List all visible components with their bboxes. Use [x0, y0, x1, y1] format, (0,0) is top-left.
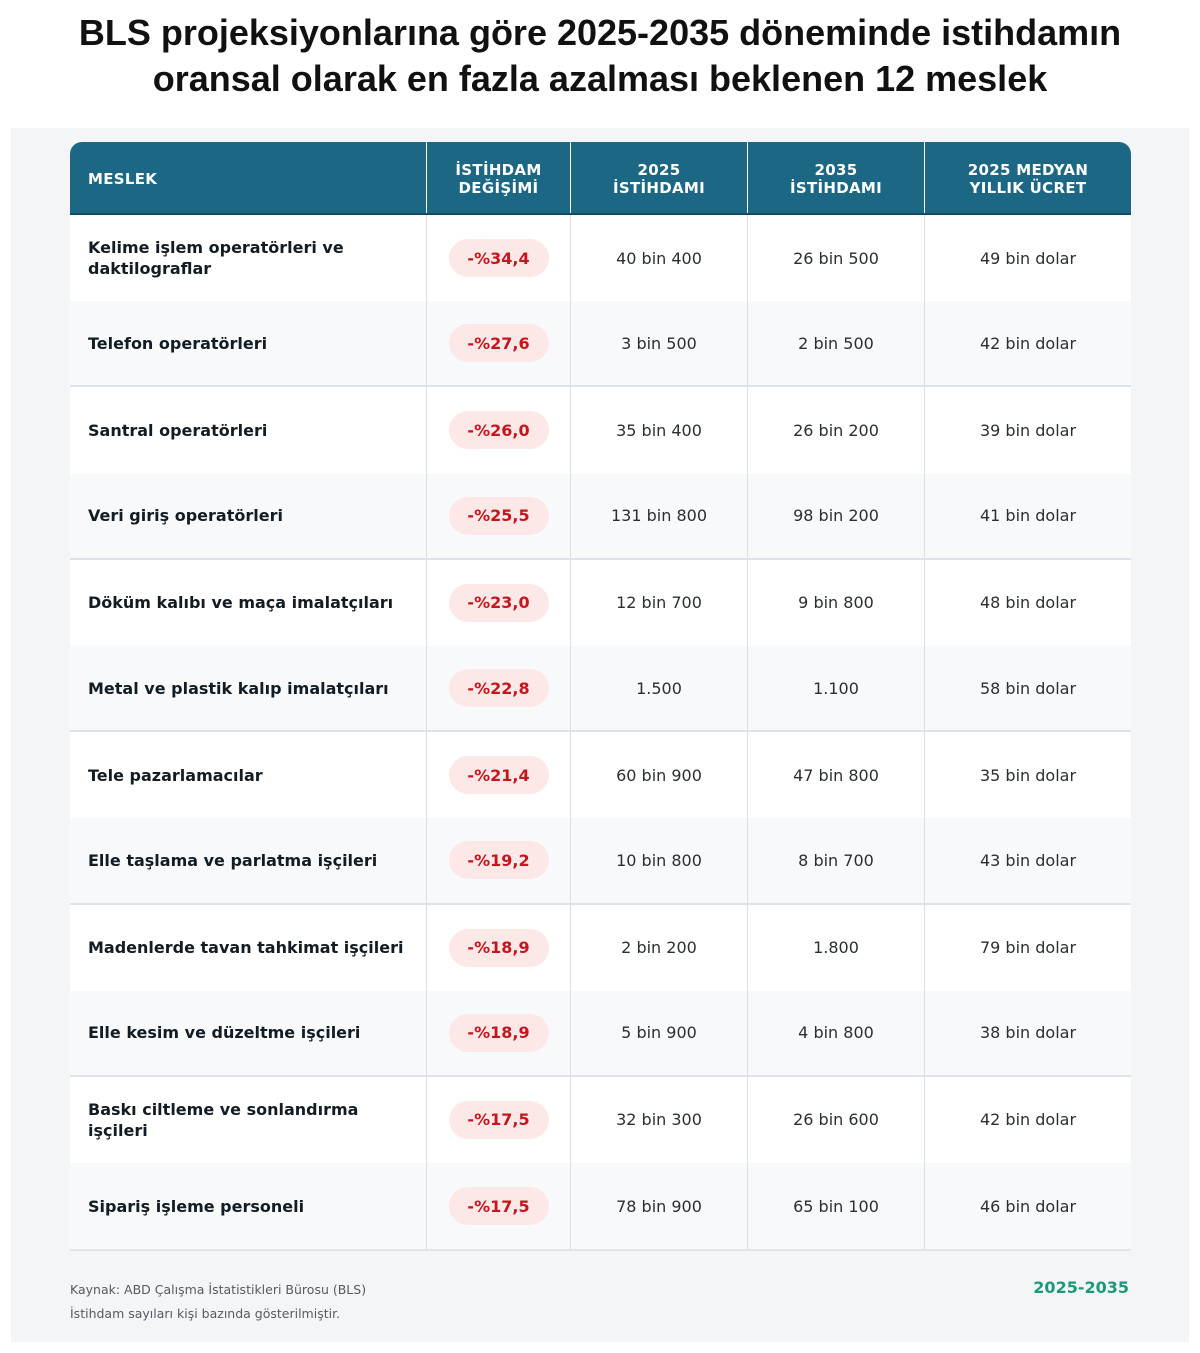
employment-2025-cell-text: 2 bin 200: [621, 938, 697, 958]
employment-2025-cell: [571, 301, 748, 385]
employment-2025-cell-text: 60 bin 900: [616, 765, 702, 785]
header-employment-2035-line-2: İSTİHDAMI: [789, 178, 883, 197]
header-occupation: MESLEK: [70, 142, 427, 213]
occupation-cell: [70, 474, 427, 558]
employment-2025-cell: [571, 560, 748, 646]
median-wage-cell: [925, 818, 1131, 902]
change-badge: -%18,9: [449, 929, 549, 967]
change-badge: -%17,5: [449, 1187, 549, 1225]
table-row: [70, 818, 1131, 904]
occupation-cell: [70, 646, 427, 730]
median-wage-cell-text: 79 bin dolar: [979, 938, 1077, 958]
median-wage-cell-text: 49 bin dolar: [979, 248, 1077, 268]
occupation-cell-text: Madenlerde tavan tahkimat işçileri: [88, 938, 404, 958]
employment-2025-cell-text: 10 bin 800: [616, 850, 702, 870]
header-change-line-2: DEĞİŞİMİ: [458, 178, 539, 197]
change-cell: [427, 732, 571, 818]
header-employment-2025: [571, 142, 748, 213]
change-badge: -%23,0: [449, 584, 549, 622]
employment-2025-cell-text: 131 bin 800: [611, 506, 707, 526]
table-row: [70, 301, 1131, 387]
employment-2035-cell: [748, 215, 925, 301]
header-employment-2035: [748, 142, 925, 213]
note-text: İstihdam sayıları kişi bazında gösterilmiştir.: [70, 1306, 341, 1321]
employment-2025-cell-text: 32 bin 300: [616, 1110, 702, 1130]
occupation-cell-text: Telefon operatörleri: [88, 333, 268, 353]
change-badge: -%34,4: [449, 239, 549, 277]
header-median-wage-line-1: 2025 MEDYAN: [967, 160, 1089, 179]
employment-2025-cell-text: 40 bin 400: [616, 248, 702, 268]
header-employment-2035-line-1: 2035: [814, 160, 858, 179]
occupation-cell: [70, 991, 427, 1075]
change-badge: -%18,9: [449, 1014, 549, 1052]
table-row: [70, 646, 1131, 732]
header-change: [427, 142, 571, 213]
employment-2025-cell-text: 1.500: [636, 678, 682, 698]
employment-2035-cell-text: 9 bin 800: [798, 593, 874, 613]
employment-2035-cell-text: 65 bin 100: [793, 1196, 879, 1216]
occupation-cell: [70, 301, 427, 385]
table-row: [70, 474, 1131, 560]
table-row: [70, 732, 1131, 818]
table-body: [70, 215, 1131, 1249]
employment-2025-cell-text: 5 bin 900: [621, 1023, 697, 1043]
occupation-cell: [70, 215, 427, 301]
change-badge: -%26,0: [449, 411, 549, 449]
change-cell: [427, 905, 571, 991]
occupation-cell-text: Baskı ciltleme ve sonlandırma işçileri: [88, 1099, 359, 1140]
page-title-line-2: oransal olarak en fazla azalması beklenen 12 meslek: [152, 58, 1048, 99]
source-text: Kaynak: ABD Çalışma İstatistikleri Bürosu (BLS): [70, 1282, 367, 1297]
employment-2035-cell: [748, 991, 925, 1075]
table-bottom-border: [70, 1249, 1131, 1251]
employment-2025-cell: [571, 818, 748, 902]
change-cell: [427, 646, 571, 730]
employment-2035-cell-text: 26 bin 200: [793, 420, 879, 440]
change-cell: [427, 215, 571, 301]
median-wage-cell-text: 48 bin dolar: [979, 593, 1077, 613]
median-wage-cell-text: 46 bin dolar: [979, 1196, 1077, 1216]
employment-2035-cell: [748, 818, 925, 902]
occupation-cell-text: Tele pazarlamacılar: [88, 765, 263, 785]
median-wage-cell: [925, 1077, 1131, 1163]
table-row: [70, 215, 1131, 301]
employment-2035-cell: [748, 387, 925, 473]
employment-2025-cell: [571, 991, 748, 1075]
change-badge: -%19,2: [449, 841, 549, 879]
employment-2025-cell: [571, 474, 748, 558]
occupation-cell: [70, 905, 427, 991]
employment-2025-cell-text: 35 bin 400: [616, 420, 702, 440]
employment-2035-cell-text: 4 bin 800: [798, 1023, 874, 1043]
change-badge: -%25,5: [449, 497, 549, 535]
median-wage-cell-text: 58 bin dolar: [979, 678, 1077, 698]
occupation-cell: [70, 818, 427, 902]
employment-2025-cell: [571, 1163, 748, 1249]
median-wage-cell-text: 35 bin dolar: [979, 765, 1077, 785]
employment-2035-cell: [748, 474, 925, 558]
employment-2035-cell-text: 2 bin 500: [798, 333, 874, 353]
occupation-cell: [70, 1077, 427, 1163]
header-median-wage: [925, 142, 1131, 213]
median-wage-cell: [925, 215, 1131, 301]
median-wage-cell: [925, 991, 1131, 1075]
employment-2025-cell: [571, 732, 748, 818]
header-median-wage-line-2: YILLIK ÜCRET: [969, 178, 1087, 197]
change-cell: [427, 1077, 571, 1163]
header-change-line-1: İSTİHDAM: [455, 160, 542, 179]
occupation-cell-text: Santral operatörleri: [88, 420, 268, 440]
employment-2025-cell: [571, 1077, 748, 1163]
employment-2035-cell-text: 26 bin 500: [793, 248, 879, 268]
occupation-cell: [70, 1163, 427, 1249]
employment-2035-cell-text: 1.100: [813, 678, 859, 698]
median-wage-cell: [925, 905, 1131, 991]
median-wage-cell-text: 39 bin dolar: [979, 420, 1077, 440]
employment-2035-cell: [748, 560, 925, 646]
occupation-cell: [70, 732, 427, 818]
median-wage-cell-text: 43 bin dolar: [979, 850, 1077, 870]
change-cell: [427, 560, 571, 646]
employment-2025-cell: [571, 905, 748, 991]
table-row: [70, 905, 1131, 991]
change-cell: [427, 818, 571, 902]
page-title: [0, 10, 1200, 102]
change-badge: -%27,6: [449, 324, 549, 362]
change-cell: [427, 301, 571, 385]
occupation-cell-text: Veri giriş operatörleri: [88, 506, 283, 526]
employment-2035-cell: [748, 905, 925, 991]
employment-2035-cell-text: 47 bin 800: [793, 765, 879, 785]
employment-2035-cell: [748, 301, 925, 385]
occupations-table: [70, 142, 1131, 1251]
employment-2025-cell-text: 3 bin 500: [621, 333, 697, 353]
occupation-cell: [70, 560, 427, 646]
employment-2025-cell-text: 78 bin 900: [616, 1196, 702, 1216]
employment-2035-cell: [748, 1077, 925, 1163]
median-wage-cell-text: 42 bin dolar: [979, 1110, 1077, 1130]
employment-2035-cell: [748, 1163, 925, 1249]
employment-2035-cell-text: 98 bin 200: [793, 506, 879, 526]
table-row: [70, 560, 1131, 646]
change-cell: [427, 991, 571, 1075]
change-badge: -%21,4: [449, 756, 549, 794]
header-employment-2025-line-2: İSTİHDAMI: [612, 178, 706, 197]
employment-2025-cell: [571, 646, 748, 730]
table-row: [70, 1163, 1131, 1249]
change-cell: [427, 1163, 571, 1249]
table-row: [70, 991, 1131, 1077]
occupation-cell-text: Sipariş işleme personeli: [88, 1196, 305, 1216]
employment-2035-cell: [748, 732, 925, 818]
occupation-cell-text: Elle kesim ve düzeltme işçileri: [88, 1023, 361, 1043]
change-cell: [427, 474, 571, 558]
median-wage-cell-text: 42 bin dolar: [979, 333, 1077, 353]
employment-2035-cell-text: 8 bin 700: [798, 850, 874, 870]
page-title-line-1: BLS projeksiyonlarına göre 2025-2035 döneminde istihdamın: [78, 12, 1122, 53]
employment-2025-cell: [571, 215, 748, 301]
change-cell: [427, 387, 571, 473]
occupation-cell-text: Kelime işlem operatörleri ve daktilograflar: [88, 238, 344, 279]
median-wage-cell: [925, 474, 1131, 558]
employment-2035-cell-text: 26 bin 600: [793, 1110, 879, 1130]
period-label: 2025-2035: [1033, 1278, 1129, 1297]
table-header: [70, 142, 1131, 215]
median-wage-cell-text: 38 bin dolar: [979, 1023, 1077, 1043]
table-row: [70, 387, 1131, 473]
median-wage-cell: [925, 560, 1131, 646]
occupation-cell-text: Döküm kalıbı ve maça imalatçıları: [88, 593, 394, 613]
change-badge: -%17,5: [449, 1101, 549, 1139]
occupation-cell-text: Elle taşlama ve parlatma işçileri: [88, 850, 378, 870]
median-wage-cell: [925, 646, 1131, 730]
employment-2035-cell-text: 1.800: [813, 938, 859, 958]
median-wage-cell: [925, 1163, 1131, 1249]
table-row: [70, 1077, 1131, 1163]
median-wage-cell: [925, 732, 1131, 818]
employment-2035-cell: [748, 646, 925, 730]
employment-2025-cell: [571, 387, 748, 473]
occupation-cell-text: Metal ve plastik kalıp imalatçıları: [88, 678, 389, 698]
employment-2025-cell-text: 12 bin 700: [616, 593, 702, 613]
change-badge: -%22,8: [449, 669, 549, 707]
median-wage-cell: [925, 301, 1131, 385]
source-note: [70, 1278, 366, 1326]
median-wage-cell-text: 41 bin dolar: [979, 506, 1077, 526]
header-employment-2025-line-1: 2025: [637, 160, 681, 179]
occupation-cell: [70, 387, 427, 473]
median-wage-cell: [925, 387, 1131, 473]
